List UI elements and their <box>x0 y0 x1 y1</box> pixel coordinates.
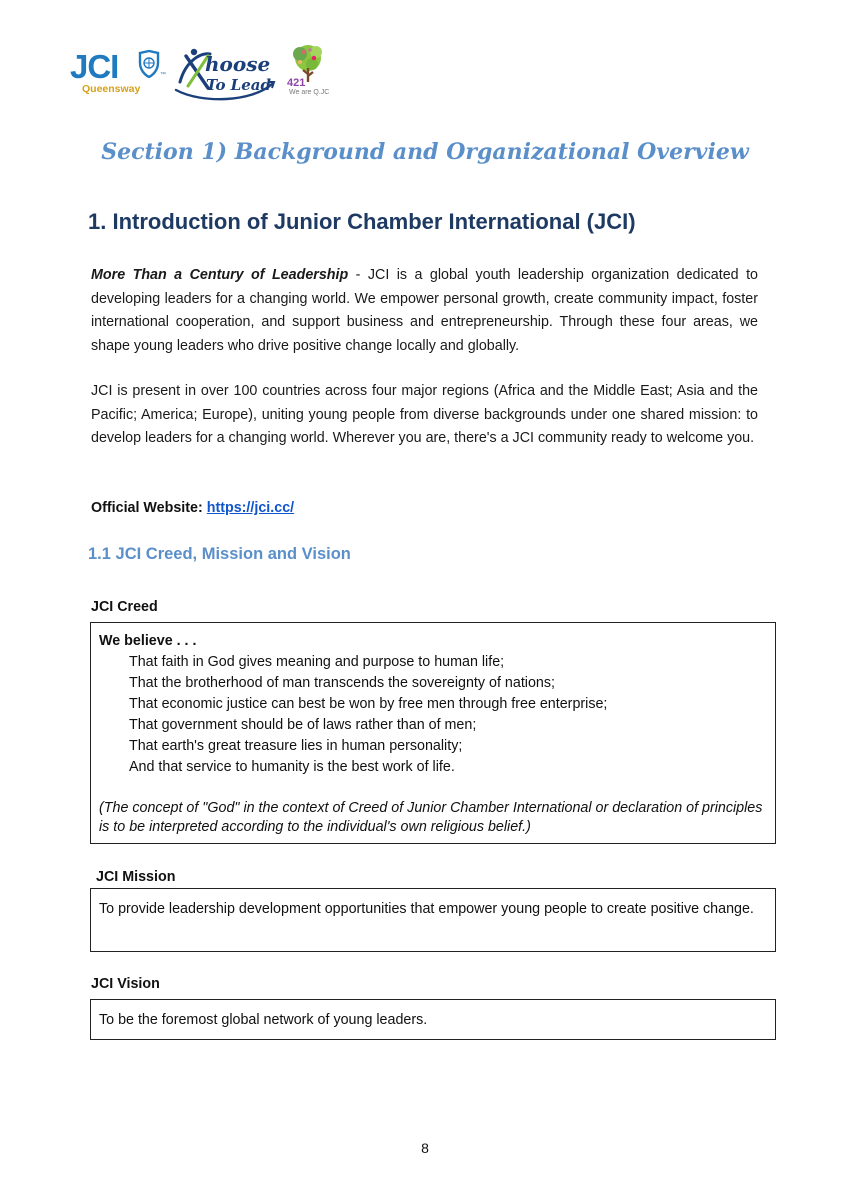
tree-logo-number: 421 <box>287 77 306 89</box>
official-website <box>91 497 294 520</box>
tree-icon <box>286 42 342 90</box>
creed-line: That the brotherhood of man transcends the sovereignty of nations; <box>129 675 555 691</box>
paragraph-intro <box>91 264 758 358</box>
creed-label: JCI Creed <box>91 599 158 615</box>
header-logos <box>68 42 348 106</box>
mission-text: To provide leadership development opportunities that empower young people to create positive change. <box>99 901 754 917</box>
website-label: Official Website: <box>91 500 207 516</box>
creed-line: And that service to humanity is the best work of life. <box>129 759 455 775</box>
website-link[interactable]: https://jci.cc/ <box>206 500 295 516</box>
section-title: Section 1) Background and Organizational Overview <box>101 139 749 165</box>
jci-logo-subtitle: Queensway <box>82 83 141 95</box>
vision-label: JCI Vision <box>91 976 160 992</box>
creed-line: That faith in God gives meaning and purpose to human life; <box>129 654 505 670</box>
heading-creed-mission-vision: 1.1 JCI Creed, Mission and Vision <box>88 545 351 563</box>
creed-line: That economic justice can best be won by free men through free enterprise; <box>129 696 608 712</box>
creed-intro: We believe . . . <box>99 633 197 649</box>
choose-logo-line1: hoose <box>205 52 271 76</box>
choose-to-lead-logo <box>172 42 282 106</box>
vision-box <box>90 999 776 1040</box>
creed-box <box>90 622 776 844</box>
choose-logo-line2: To Lead <box>206 76 271 94</box>
creed-note: (The concept of "God" in the context of Creed of Junior Chamber International or declaration of principles is to be interpreted according to the individual's own religious belief.) <box>99 800 763 835</box>
heading-introduction: 1. Introduction of Junior Chamber International (JCI) <box>88 209 636 234</box>
creed-line: That government should be of laws rather than of men; <box>129 717 477 733</box>
paragraph-intro-lead: More Than a Century of Leadership <box>91 267 349 283</box>
jci-trademark: ™ <box>160 72 166 78</box>
jci-logo-text: JCI <box>70 48 119 85</box>
page-number: 8 <box>421 1140 429 1156</box>
tree-logo-caption: We are Q.JC <box>289 89 330 96</box>
paragraph-intro-text: - JCI is a global youth leadership organization dedicated to developing leaders for a changing world. We empower personal growth, create community impact, foster international cooperation, and support business and entrepreneurship. Through these four areas, we shape young leaders who drive positive change locally and globally. <box>91 267 758 354</box>
we-are-qjc-logo <box>286 42 342 106</box>
jci-shield-icon <box>138 50 160 78</box>
paragraph-presence: JCI is present in over 100 countries across four major regions (Africa and the Middle East; Asia and the Pacific; America; Europe), uniting young people from diverse backgrounds under one shared mission: to develop leaders for a changing world. Wherever you are, there's a JCI community ready to welcome you. <box>91 383 758 447</box>
jci-queensway-logo <box>68 42 170 106</box>
creed-lines <box>129 652 607 778</box>
vision-text: To be the foremost global network of young leaders. <box>99 1012 428 1028</box>
mission-box <box>90 888 776 952</box>
mission-label: JCI Mission <box>96 869 176 885</box>
creed-line: That earth's great treasure lies in human personality; <box>129 738 463 754</box>
